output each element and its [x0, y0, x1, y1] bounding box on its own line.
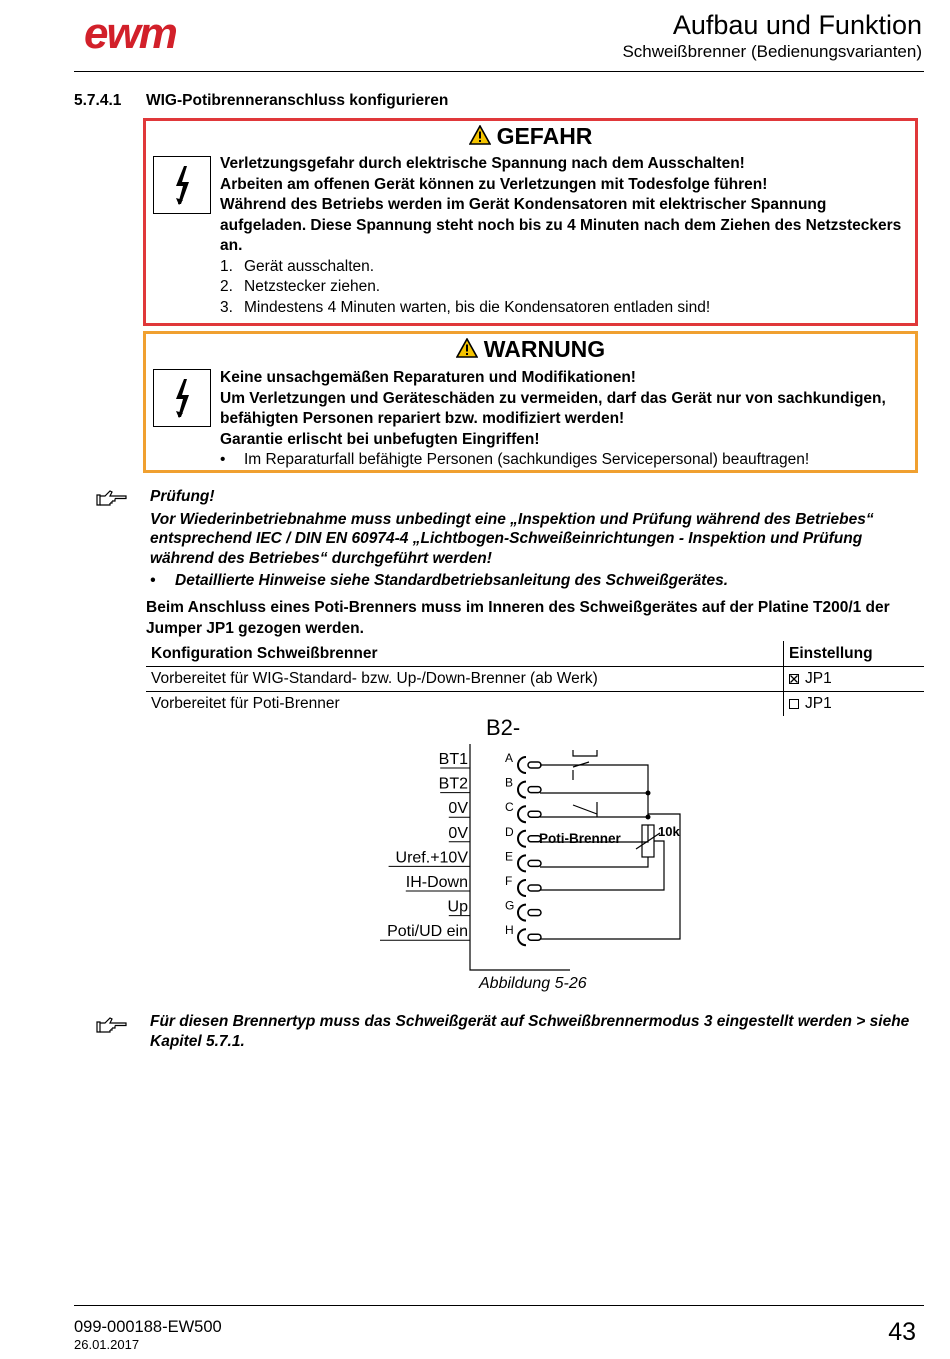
footer-rule — [74, 1305, 924, 1306]
danger-box — [143, 118, 918, 326]
connector-label: B2- — [486, 715, 521, 740]
logo-text: ewm — [84, 10, 176, 56]
table-row — [146, 667, 924, 692]
danger-step: 2. Netzstecker ziehen. — [220, 278, 381, 295]
socket-icon — [518, 880, 526, 896]
note-title: Prüfung! — [150, 488, 215, 505]
unchecked-box-icon — [789, 699, 799, 709]
note-item: • Detaillierte Hinweise siehe Standardbetriebsanleitung des Schweißgerätes. — [150, 572, 729, 589]
device-label: Poti-Brenner — [539, 831, 621, 846]
document-date: 26.01.2017 — [74, 1337, 140, 1352]
danger-line: Verletzungsgefahr durch elektrische Spannung nach dem Ausschalten! — [220, 155, 745, 172]
note-text: Für diesen Brennertyp muss das Schweißgerät auf Schweißbrennermodus 3 eingestellt werden > siehe Kapitel 5.7.1. — [150, 1013, 910, 1050]
warning-line: Garantie erlischt bei unbefugten Eingriffen! — [220, 430, 540, 448]
plug-icon — [528, 885, 541, 891]
body-paragraph: Beim Anschluss eines Poti-Brenners muss im Inneren des Schweißgerätes auf der Platine T200/1 der Jumper JP1 gezogen werden. — [146, 599, 890, 637]
danger-line: Während des Betriebs werden im Gerät Kondensatoren mit elektrischer Spannung aufgeladen. Diese Spannung steht noch bis zu 4 Minuten nach dem Ziehen des Netzsteckers an. — [220, 196, 902, 254]
pointing-hand-icon — [96, 489, 128, 507]
resistor-label: 10k — [658, 824, 680, 839]
table-header-cell: Konfiguration Schweißbrenner — [146, 641, 784, 667]
section-number: 5.7.4.1 — [74, 92, 122, 109]
socket-icon — [518, 831, 526, 847]
note-text: Vor Wiederinbetriebnahme muss unbedingt eine „Inspektion und Prüfung während des Betriebes“ entsprechend IEC / DIN EN 60974-4 „Lichtbogen-Schweißeinrichtungen - Inspektion und Prüfung während des Betriebes“ durchgeführt werden! — [150, 510, 874, 567]
socket-icon — [518, 806, 526, 822]
warning-box — [143, 331, 918, 473]
config-table — [146, 641, 924, 716]
document-number: 099-000188-EW500 — [74, 1318, 222, 1336]
table-header-row — [146, 641, 924, 667]
socket-icon — [518, 782, 526, 798]
danger-heading — [146, 123, 915, 151]
warning-line: Um Verletzungen und Geräteschäden zu vermeiden, darf das Gerät nur von sachkundigen, befähigten Personen repariert bzw. modifiziert werden! — [220, 389, 886, 427]
pin-label: Uref.+10V — [395, 849, 468, 867]
plug-icon — [528, 860, 541, 866]
danger-heading-text: GEFAHR — [496, 123, 593, 149]
pin-label: Poti/UD ein — [387, 923, 468, 941]
electric-hazard-icon — [153, 156, 211, 214]
circuit-diagram — [380, 712, 700, 974]
header-title: Aufbau und Funktion — [672, 10, 922, 40]
socket-icon — [518, 855, 526, 871]
pin-letter: F — [505, 874, 513, 888]
warning-triangle-icon — [469, 124, 491, 151]
note-pruefung — [150, 487, 910, 591]
pin-label: Up — [447, 898, 468, 916]
plug-icon — [528, 910, 541, 916]
danger-step: 3. Mindestens 4 Minuten warten, bis die Kondensatoren entladen sind! — [220, 298, 711, 316]
warning-triangle-icon — [456, 337, 478, 364]
plug-icon — [528, 811, 541, 817]
pin-letter: A — [505, 751, 514, 765]
pin-label: 0V — [448, 824, 468, 842]
warning-line: Keine unsachgemäßen Reparaturen und Modifikationen! — [220, 369, 636, 386]
socket-icon — [518, 929, 526, 945]
pin-letter: B — [505, 775, 514, 790]
figure-caption: Abbildung 5-26 — [479, 975, 587, 992]
note-list — [150, 571, 910, 591]
pointing-hand-icon — [96, 1016, 128, 1034]
table-cell: JP1 — [784, 692, 925, 717]
warning-heading — [146, 336, 915, 364]
pin-letter: G — [505, 898, 515, 913]
danger-line: Arbeiten am offenen Gerät können zu Verletzungen mit Todesfolge führen! — [220, 175, 768, 193]
table-cell: Vorbereitet für Poti-Brenner — [151, 695, 340, 712]
plug-icon — [528, 787, 541, 793]
pin-letter: D — [505, 824, 514, 839]
electric-hazard-icon — [153, 369, 211, 427]
header-subtitle: Schweißbrenner (Bedienungsvarianten) — [622, 42, 922, 61]
table-cell: Vorbereitet für WIG-Standard- bzw. Up-/Down-Brenner (ab Werk) — [146, 667, 784, 692]
plug-icon — [528, 762, 541, 768]
warning-list — [220, 450, 910, 471]
table-header-cell: Einstellung — [784, 641, 925, 667]
header-rule — [74, 71, 924, 72]
section-title: WIG-Potibrenneranschluss konfigurieren — [146, 92, 449, 109]
pin-label: BT1 — [438, 751, 468, 768]
socket-icon — [518, 757, 526, 773]
warning-item: • Im Reparaturfall befähigte Personen (sachkundiges Servicepersonal) beauftragen! — [220, 451, 810, 468]
note-brennermodus — [150, 1012, 910, 1051]
page-number: 43 — [888, 1318, 916, 1346]
pin-letter: C — [505, 800, 514, 815]
socket-icon — [518, 905, 526, 921]
pin-label: BT2 — [438, 775, 468, 793]
danger-step: 1. Gerät ausschalten. — [220, 257, 375, 275]
warning-text — [220, 368, 910, 471]
danger-steps — [220, 257, 910, 319]
pin-letter: H — [505, 923, 514, 938]
plug-icon — [528, 934, 541, 940]
checked-box-icon — [789, 674, 799, 684]
pin-label: IH-Down — [405, 874, 468, 891]
table-cell: JP1 — [784, 667, 925, 692]
danger-text — [220, 154, 910, 318]
pin-label: 0V — [448, 800, 468, 818]
pin-letter: E — [505, 849, 514, 864]
warning-heading-text: WARNUNG — [483, 336, 606, 362]
ewm-logo — [84, 10, 212, 56]
